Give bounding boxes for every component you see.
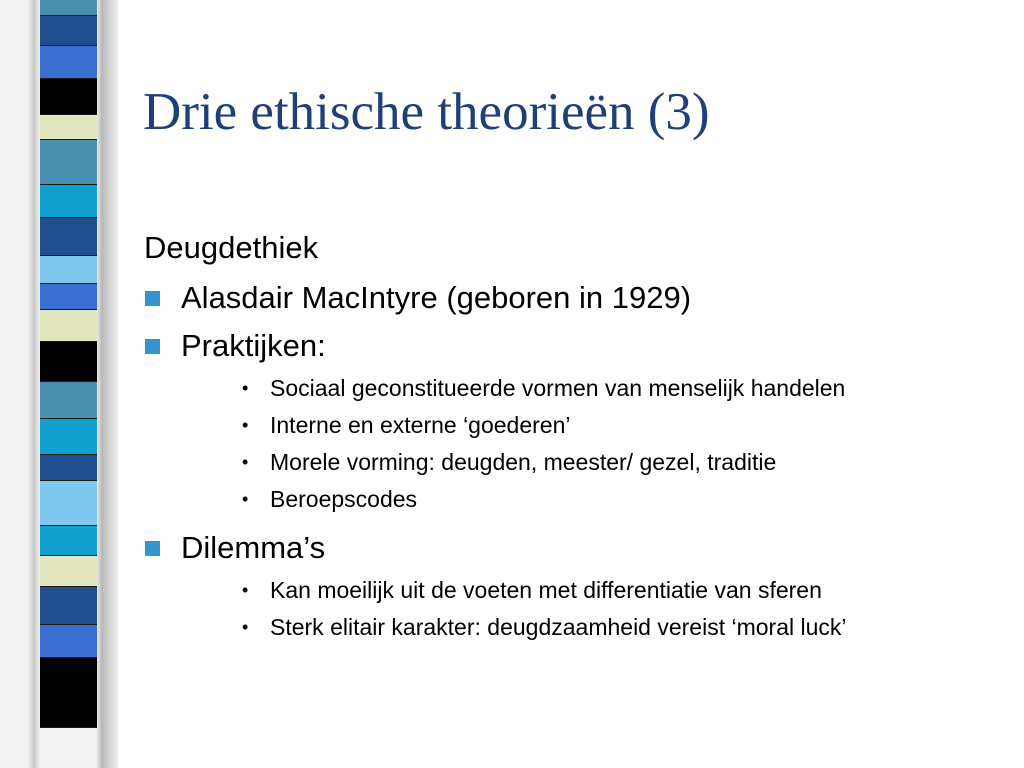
stripe-segment <box>40 46 97 79</box>
stripe-segment <box>40 79 97 115</box>
square-bullet-icon <box>145 541 160 556</box>
bullet-label: Dilemma’s <box>181 530 326 565</box>
section-heading: Deugdethiek <box>144 230 319 265</box>
stripe-segment <box>40 16 97 46</box>
sub-bullet-label: Sociaal geconstitueerde vormen van menselijk handelen <box>270 375 846 401</box>
stripe-segment <box>40 185 97 218</box>
stripe-segment <box>40 342 97 382</box>
dot-bullet-icon: • <box>242 378 249 398</box>
bullet-item-dilemmas <box>144 524 1024 572</box>
slide-content <box>144 228 1024 646</box>
stripe-segment <box>40 0 97 16</box>
dot-bullet-icon: • <box>242 580 249 600</box>
stripe-segment <box>40 658 97 728</box>
slide-title: Drie ethische theorieën (3) <box>143 83 710 141</box>
stripe-segment <box>40 587 97 625</box>
square-bullet-icon <box>145 291 160 306</box>
stripe-segment <box>40 115 97 140</box>
sub-bullet-label: Sterk elitair karakter: deugdzaamheid vereist ‘moral luck’ <box>270 614 847 640</box>
sub-bullet-item <box>144 407 1024 444</box>
sub-bullet-label: Interne en externe ‘goederen’ <box>270 412 571 438</box>
dot-bullet-icon: • <box>242 452 249 472</box>
sub-bullet-item <box>144 609 1024 646</box>
stripe-segment <box>40 526 97 556</box>
dot-bullet-icon: • <box>242 617 249 637</box>
decorative-color-stripe <box>40 0 97 768</box>
sub-bullet-item <box>144 370 1024 407</box>
stripe-segment <box>40 625 97 658</box>
stripe-segment <box>40 481 97 526</box>
dot-bullet-icon: • <box>242 489 249 509</box>
sub-bullet-item <box>144 481 1024 518</box>
stripe-segment <box>40 256 97 284</box>
dot-bullet-icon: • <box>242 415 249 435</box>
bullet-item-praktijken <box>144 322 1024 370</box>
sub-bullet-label: Morele vorming: deugden, meester/ gezel, traditie <box>270 449 777 475</box>
sub-bullet-item <box>144 444 1024 481</box>
square-bullet-icon <box>145 339 160 354</box>
stripe-segment <box>40 140 97 185</box>
bullet-label: Praktijken: <box>181 328 326 363</box>
stripe-segment <box>40 382 97 419</box>
decorative-stripe-column <box>0 0 118 768</box>
bullet-label: Alasdair MacIntyre (geboren in 1929) <box>181 280 692 315</box>
bullet-item-macintyre <box>144 274 1024 322</box>
stripe-segment <box>40 419 97 455</box>
sub-bullet-item <box>144 572 1024 609</box>
stripe-segment <box>40 455 97 481</box>
sub-bullet-label: Kan moeilijk uit de voeten met differentiatie van sferen <box>270 577 822 603</box>
sub-bullet-label: Beroepscodes <box>270 486 418 512</box>
stripe-segment <box>40 310 97 342</box>
stripe-segment <box>40 218 97 256</box>
stripe-segment <box>40 284 97 310</box>
stripe-segment <box>40 556 97 587</box>
